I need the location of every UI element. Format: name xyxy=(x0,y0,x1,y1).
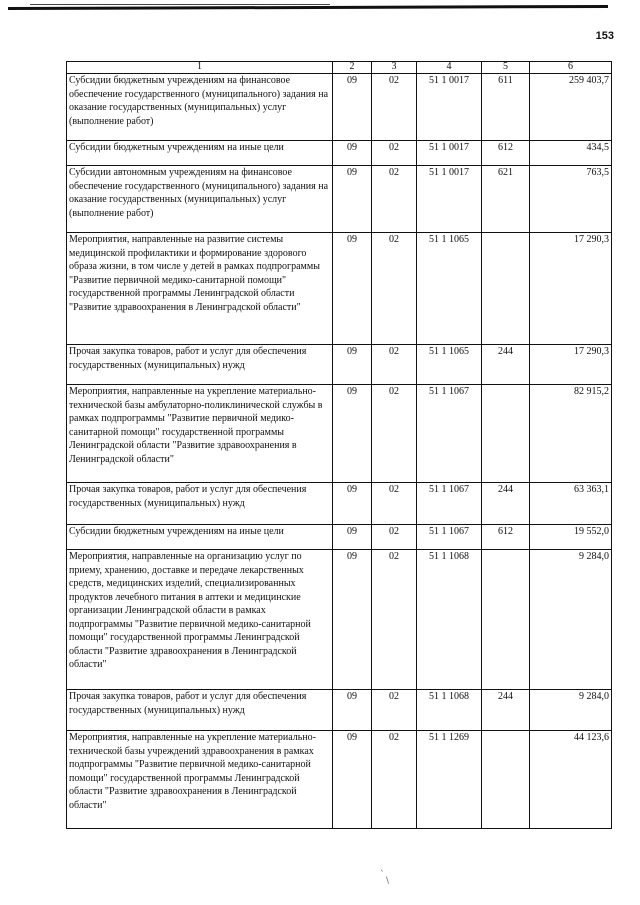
row-amount: 9 284,0 xyxy=(530,690,612,731)
row-description: Прочая закупка товаров, работ и услуг для обеспечения государственных (муниципальных) нужд xyxy=(67,483,333,525)
row-target-article: 51 1 1269 xyxy=(417,731,482,829)
row-section: 09 xyxy=(333,525,372,550)
row-amount: 17 290,3 xyxy=(530,233,612,345)
row-section: 09 xyxy=(333,345,372,385)
table-row xyxy=(67,731,612,829)
row-subsection: 02 xyxy=(372,731,417,829)
row-amount: 17 290,3 xyxy=(530,345,612,385)
column-header-4: 4 xyxy=(417,62,482,74)
scan-top-rule-thin xyxy=(30,4,330,5)
row-amount: 63 363,1 xyxy=(530,483,612,525)
row-subsection: 02 xyxy=(372,550,417,690)
row-subsection: 02 xyxy=(372,690,417,731)
table-header-row xyxy=(67,62,612,74)
row-expense-type: 244 xyxy=(482,690,530,731)
table-row xyxy=(67,233,612,345)
column-header-5: 5 xyxy=(482,62,530,74)
scan-artifact: ` xyxy=(380,870,385,880)
column-header-1: 1 xyxy=(67,62,333,74)
row-amount: 82 915,2 xyxy=(530,385,612,483)
row-description: Субсидии автономным учреждениям на финансовое обеспечение государственного (муниципального) задания на оказание государственных (муниципальных) услуг (выполнение работ) xyxy=(67,166,333,233)
row-expense-type: 244 xyxy=(482,345,530,385)
row-target-article: 51 1 0017 xyxy=(417,74,482,141)
row-description: Субсидии бюджетным учреждениям на финансовое обеспечение государственного (муниципального) задания на оказание государственных (муниципальных) услуг (выполнение работ) xyxy=(67,74,333,141)
row-subsection: 02 xyxy=(372,345,417,385)
row-expense-type: 244 xyxy=(482,483,530,525)
row-target-article: 51 1 1067 xyxy=(417,525,482,550)
row-expense-type xyxy=(482,385,530,483)
row-expense-type xyxy=(482,233,530,345)
row-section: 09 xyxy=(333,233,372,345)
row-amount: 9 284,0 xyxy=(530,550,612,690)
table-body xyxy=(67,74,612,829)
row-amount: 259 403,7 xyxy=(530,74,612,141)
table-row xyxy=(67,483,612,525)
table-row xyxy=(67,385,612,483)
row-subsection: 02 xyxy=(372,385,417,483)
row-expense-type: 611 xyxy=(482,74,530,141)
column-header-2: 2 xyxy=(333,62,372,74)
row-section: 09 xyxy=(333,690,372,731)
row-amount: 763,5 xyxy=(530,166,612,233)
scan-top-rule xyxy=(8,5,608,10)
table-row xyxy=(67,550,612,690)
table-row xyxy=(67,166,612,233)
row-description: Прочая закупка товаров, работ и услуг для обеспечения государственных (муниципальных) нужд xyxy=(67,690,333,731)
row-subsection: 02 xyxy=(372,525,417,550)
row-expense-type: 621 xyxy=(482,166,530,233)
row-target-article: 51 1 0017 xyxy=(417,141,482,166)
budget-table xyxy=(66,61,612,829)
row-section: 09 xyxy=(333,385,372,483)
row-subsection: 02 xyxy=(372,141,417,166)
row-target-article: 51 1 1065 xyxy=(417,233,482,345)
row-target-article: 51 1 1067 xyxy=(417,483,482,525)
table-row xyxy=(67,525,612,550)
row-target-article: 51 1 1067 xyxy=(417,385,482,483)
scan-artifact: \ xyxy=(386,876,390,886)
column-header-6: 6 xyxy=(530,62,612,74)
row-section: 09 xyxy=(333,74,372,141)
row-amount: 434,5 xyxy=(530,141,612,166)
row-description: Прочая закупка товаров, работ и услуг для обеспечения государственных (муниципальных) нужд xyxy=(67,345,333,385)
table-row xyxy=(67,690,612,731)
row-section: 09 xyxy=(333,483,372,525)
column-header-3: 3 xyxy=(372,62,417,74)
row-subsection: 02 xyxy=(372,74,417,141)
row-description: Мероприятия, направленные на организацию услуг по приему, хранению, доставке и передаче лекарственных средств, медицинских изделий, специализированных продуктов лечебного питания в аптеки и медицинские организации Ленинградской области в рамках подпрограммы "Развитие первичной медико-санитарной помощи" государственной программы Ленинградской области "Развитие здравоохранения в Ленинградской области" xyxy=(67,550,333,690)
table-header xyxy=(67,62,612,74)
row-expense-type xyxy=(482,550,530,690)
row-section: 09 xyxy=(333,731,372,829)
row-target-article: 51 1 0017 xyxy=(417,166,482,233)
row-expense-type: 612 xyxy=(482,525,530,550)
row-expense-type: 612 xyxy=(482,141,530,166)
row-description: Субсидии бюджетным учреждениям на иные цели xyxy=(67,141,333,166)
row-amount: 44 123,6 xyxy=(530,731,612,829)
row-target-article: 51 1 1065 xyxy=(417,345,482,385)
row-target-article: 51 1 1068 xyxy=(417,690,482,731)
table-row xyxy=(67,74,612,141)
page-number: 153 xyxy=(595,30,614,42)
row-target-article: 51 1 1068 xyxy=(417,550,482,690)
row-section: 09 xyxy=(333,550,372,690)
row-description: Мероприятия, направленные на укрепление материально-технической базы учреждений здравоохранения в рамках подпрограммы "Развитие первичной медико-санитарной помощи" государственной программы Ленинградской области "Развитие здравоохранения в Ленинградской области" xyxy=(67,731,333,829)
row-subsection: 02 xyxy=(372,483,417,525)
row-section: 09 xyxy=(333,166,372,233)
row-subsection: 02 xyxy=(372,233,417,345)
row-amount: 19 552,0 xyxy=(530,525,612,550)
row-expense-type xyxy=(482,731,530,829)
table-row xyxy=(67,141,612,166)
row-section: 09 xyxy=(333,141,372,166)
row-description: Субсидии бюджетным учреждениям на иные цели xyxy=(67,525,333,550)
row-description: Мероприятия, направленные на укрепление материально-технической базы амбулаторно-поликлинической службы в рамках подпрограммы "Развитие первичной медико-санитарной помощи" государственной программы Ленинградской области "Развитие здравоохранения в Ленинградской области" xyxy=(67,385,333,483)
row-subsection: 02 xyxy=(372,166,417,233)
row-description: Мероприятия, направленные на развитие системы медицинской профилактики и формирование здорового образа жизни, в том числе у детей в рамках подпрограммы "Развитие первичной медико-санитарной помощи" государственной программы Ленинградской области "Развитие здравоохранения в Ленинградской области" xyxy=(67,233,333,345)
table-row xyxy=(67,345,612,385)
